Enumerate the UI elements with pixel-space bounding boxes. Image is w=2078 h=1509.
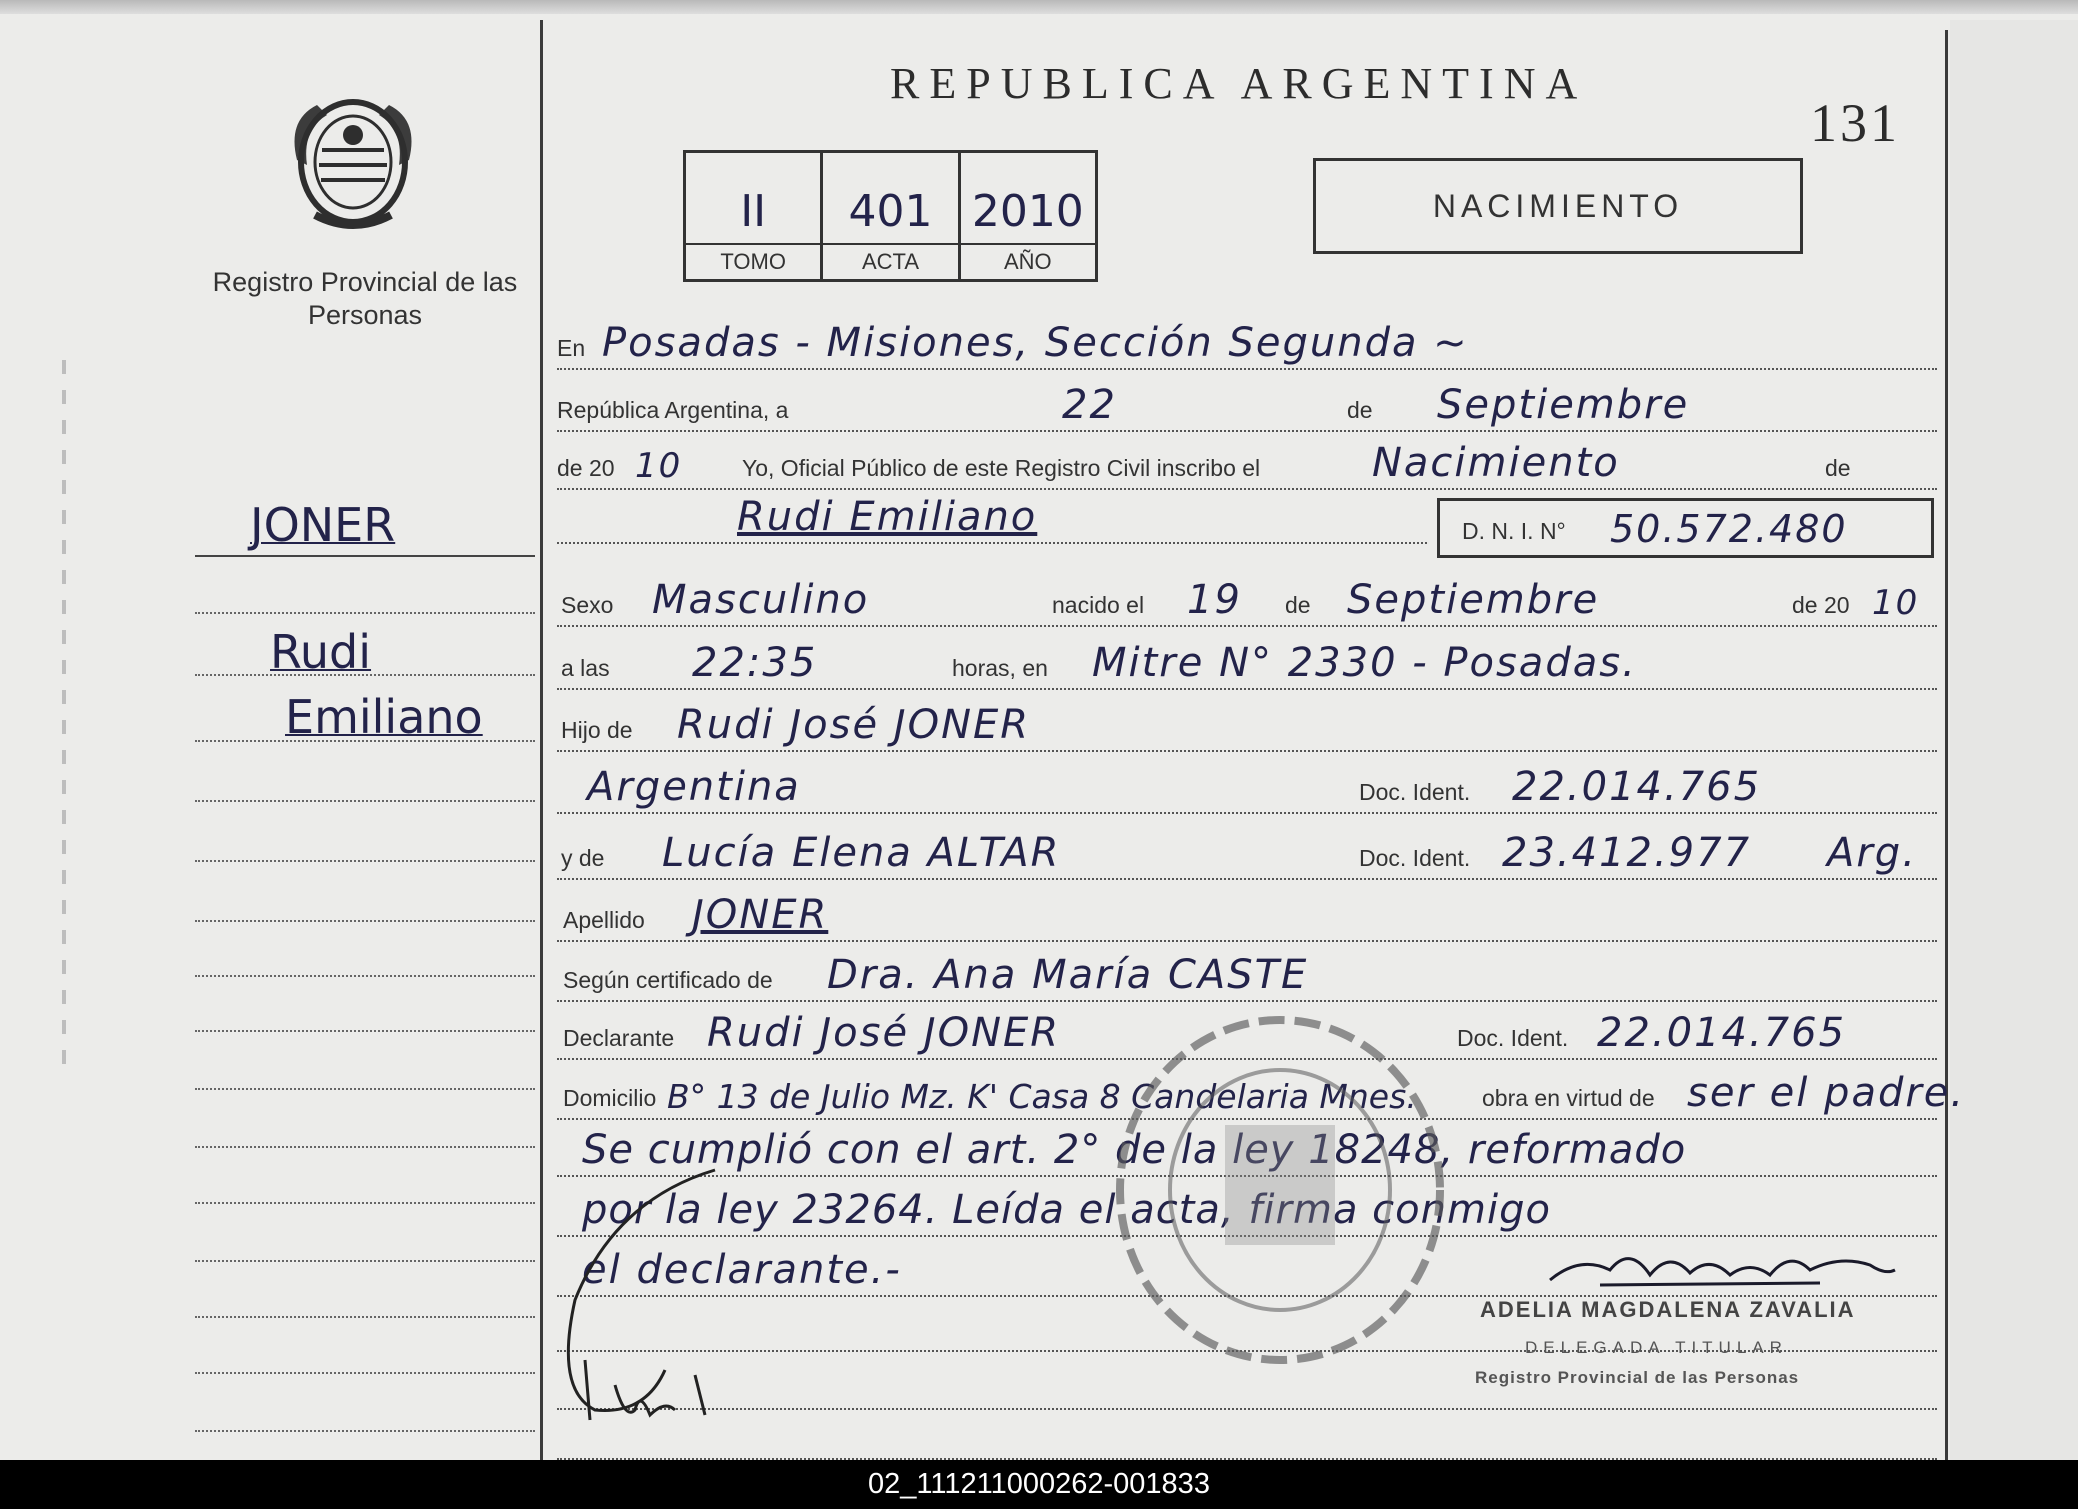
stub-rule xyxy=(195,975,535,977)
row-father xyxy=(557,700,1937,752)
stub-rule xyxy=(195,1146,535,1148)
row-year-event xyxy=(557,438,1937,490)
row-time-place xyxy=(557,638,1937,690)
year-prefix-label: de 20 xyxy=(557,455,615,481)
mother-nationality-value: Arg. xyxy=(1827,830,1917,876)
row-child-name xyxy=(557,492,1427,544)
stub-rule xyxy=(195,1372,535,1374)
doc-label: Doc. Ident. xyxy=(1359,779,1471,805)
born-year-suffix: 10 xyxy=(1872,583,1920,623)
father-doc-value: 22.014.765 xyxy=(1512,764,1762,810)
stub-rule xyxy=(195,1430,535,1432)
stub-rule xyxy=(195,674,535,676)
stub-registry-name: Registro Provincial de las Personas xyxy=(212,267,518,330)
ano-value: 2010 xyxy=(971,186,1084,237)
row-sex-birth xyxy=(557,575,1937,627)
tomo-value: II xyxy=(740,186,767,237)
acta-label: ACTA xyxy=(823,243,957,279)
page-number: 131 xyxy=(1810,93,1900,153)
declarant-signature xyxy=(555,1160,790,1430)
declarant-name-value: Rudi José JONER xyxy=(707,1010,1061,1056)
stub-rule xyxy=(195,1316,535,1318)
day-value: 22 xyxy=(1062,382,1117,428)
sex-value: Masculino xyxy=(652,577,870,623)
register-cell-tomo xyxy=(686,153,823,279)
binding-perforation xyxy=(62,360,66,1080)
certificate-label: Según certificado de xyxy=(563,967,773,993)
stub-rule xyxy=(195,1030,535,1032)
stub-rule xyxy=(195,1202,535,1204)
born-day-value: 19 xyxy=(1187,577,1242,623)
stub-rule xyxy=(195,1088,535,1090)
born-label: nacido el xyxy=(1052,592,1145,618)
stub-divider xyxy=(540,20,543,1460)
republic-label: República Argentina, a xyxy=(557,397,789,423)
notes-line-3: el declarante.- xyxy=(582,1247,902,1293)
acts-label: obra en virtud de xyxy=(1482,1085,1655,1111)
child-of-label: Hijo de xyxy=(561,717,633,743)
hours-label: horas, en xyxy=(952,655,1048,681)
notes-line-1: Se cumplió con el art. 2° de la ley 18248, reformado xyxy=(582,1127,1687,1173)
form-right-border xyxy=(1945,30,1948,1460)
sex-label: Sexo xyxy=(561,592,614,618)
row-father-doc xyxy=(557,762,1937,814)
stub-rule xyxy=(195,920,535,922)
stub-rule xyxy=(195,555,535,557)
de-label: de xyxy=(1347,397,1373,423)
page-edge xyxy=(1950,20,2078,1460)
register-table xyxy=(683,150,1098,282)
born-year-label: de 20 xyxy=(1792,592,1850,618)
row-mother xyxy=(557,828,1937,880)
time-value: 22:35 xyxy=(692,640,818,686)
father-nationality-value: Argentina xyxy=(587,764,801,810)
stub-rule xyxy=(195,860,535,862)
en-label: En xyxy=(557,335,586,361)
declarant-label: Declarante xyxy=(563,1025,675,1051)
dni-value: 50.572.480 xyxy=(1610,507,1848,551)
country-title: REPUBLICA ARGENTINA xyxy=(890,59,1588,108)
doc-label: Doc. Ident. xyxy=(1359,845,1471,871)
stub-rule xyxy=(195,612,535,614)
declarant-doc-value: 22.014.765 xyxy=(1597,1010,1847,1056)
row-certificate xyxy=(557,950,1937,1002)
surname-label: Apellido xyxy=(563,907,645,933)
acta-value: 401 xyxy=(848,186,933,237)
official-signature xyxy=(1540,1235,1900,1305)
acts-value: ser el padre. xyxy=(1687,1070,1966,1116)
stub-given-name-2: Emiliano xyxy=(285,690,483,744)
stub-rule xyxy=(195,740,535,742)
place-value: Posadas - Misiones, Sección Segunda ~ xyxy=(602,320,1469,366)
certificate-type-box: NACIMIENTO xyxy=(1313,158,1803,254)
stub-rule xyxy=(195,1260,535,1262)
official-stamp xyxy=(1110,1010,1450,1370)
stub-given-name-1: Rudi xyxy=(270,625,372,679)
dni-box xyxy=(1437,498,1934,558)
register-cell-acta xyxy=(823,153,960,279)
mother-name-value: Lucía Elena ALTAR xyxy=(662,830,1061,876)
birth-place-value: Mitre N° 2330 - Posadas. xyxy=(1092,640,1637,686)
official-title: DELEGADA TITULAR xyxy=(1525,1338,1788,1357)
scan-top-edge xyxy=(0,0,2078,14)
official-name: ADELIA MAGDALENA ZAVALIA xyxy=(1480,1297,1856,1322)
time-label: a las xyxy=(561,655,610,681)
year-suffix-value: 10 xyxy=(635,446,683,486)
doc-label: Doc. Ident. xyxy=(1457,1025,1569,1051)
and-of-label: y de xyxy=(561,845,605,871)
born-month-value: Septiembre xyxy=(1347,577,1600,623)
month-value: Septiembre xyxy=(1437,382,1690,428)
father-name-value: Rudi José JONER xyxy=(677,702,1031,748)
event-value: Nacimiento xyxy=(1372,440,1620,486)
tomo-label: TOMO xyxy=(686,243,820,279)
row-date xyxy=(557,380,1937,432)
stub-surname: JONER xyxy=(250,498,396,552)
born-de-label: de xyxy=(1285,592,1311,618)
de-label-2: de xyxy=(1825,455,1851,481)
mother-doc-value: 23.412.977 xyxy=(1502,830,1752,876)
ano-label: AÑO xyxy=(961,243,1095,279)
notes-line-2: por la ley 23264. Leída el acta, firma conmigo xyxy=(582,1187,1551,1233)
child-name-value: Rudi Emiliano xyxy=(737,494,1038,540)
register-cell-ano xyxy=(961,153,1095,279)
official-registry: Registro Provincial de las Personas xyxy=(1475,1368,1800,1387)
image-code-footer: 02_111211000262-001833 xyxy=(0,1460,2078,1509)
provincial-seal-logo xyxy=(287,90,419,235)
address-value: B° 13 de Julio Mz. K' Casa 8 Candelaria Mnes. xyxy=(667,1077,1417,1116)
surname-value: JONER xyxy=(692,892,829,938)
row-surname xyxy=(557,890,1937,942)
row-place xyxy=(557,318,1937,370)
dni-label: D. N. I. N° xyxy=(1462,518,1566,544)
certificate-by-value: Dra. Ana María CASTE xyxy=(827,952,1309,998)
address-label: Domicilio xyxy=(563,1085,657,1111)
official-label: Yo, Oficial Público de este Registro Civil inscribo el xyxy=(742,455,1261,481)
stub-rule xyxy=(195,800,535,802)
